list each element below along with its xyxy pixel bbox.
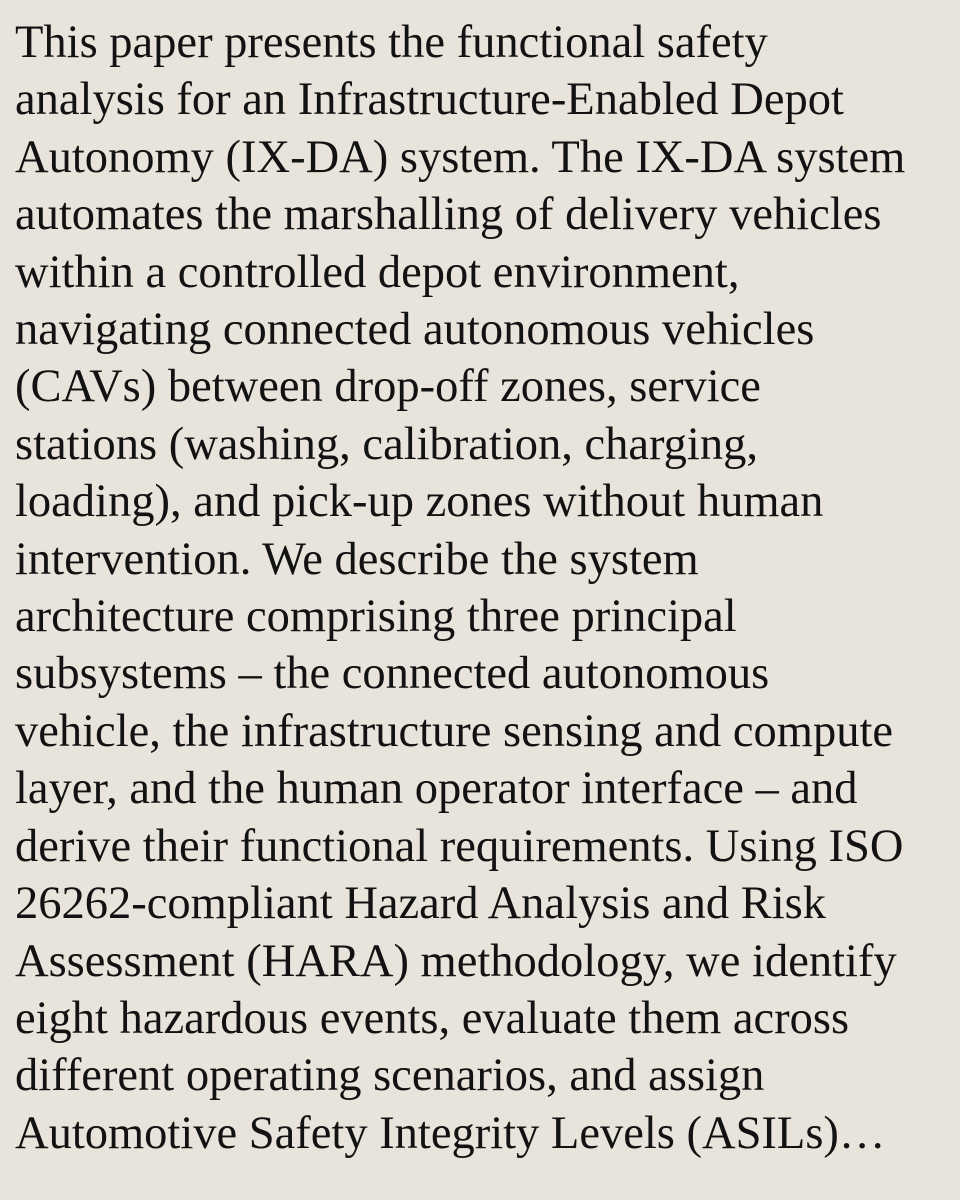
abstract-line-7: (CAVs) between drop-off zones, service	[15, 361, 761, 413]
abstract-line-4: automates the marshalling of delivery vehicles	[15, 189, 882, 241]
abstract-line-5: within a controlled depot environment,	[15, 246, 740, 298]
abstract-line-10: intervention. We describe the system	[15, 533, 699, 585]
abstract-line-6: navigating connected autonomous vehicles	[15, 304, 815, 356]
abstract-line-2: analysis for an Infrastructure-Enabled Depot	[15, 74, 844, 126]
abstract-line-11: architecture comprising three principal	[15, 591, 737, 643]
abstract-line-3: Autonomy (IX-DA) system. The IX-DA system	[15, 131, 906, 183]
abstract-line-17: Assessment (HARA) methodology, we identify	[15, 935, 897, 987]
abstract-line-15: derive their functional requirements. Using ISO	[15, 820, 904, 872]
abstract-line-1: This paper presents the functional safety	[15, 17, 768, 68]
abstract-line-19: different operating scenarios, and assign	[15, 1050, 765, 1102]
abstract-line-18: eight hazardous events, evaluate them across	[15, 992, 850, 1044]
abstract-line-13: vehicle, the infrastructure sensing and compute	[15, 705, 894, 757]
abstract-line-16: 26262-compliant Hazard Analysis and Risk	[15, 878, 827, 930]
abstract-line-20: Automotive Safety Integrity Levels (ASILs)…	[15, 1107, 886, 1159]
abstract-line-14: layer, and the human operator interface – and	[15, 763, 858, 815]
abstract-line-8: stations (washing, calibration, charging,	[15, 418, 758, 470]
abstract-line-12: subsystems – the connected autonomous	[15, 648, 770, 700]
abstract-text	[15, 14, 946, 1162]
abstract-line-9: loading), and pick-up zones without human	[15, 476, 824, 528]
